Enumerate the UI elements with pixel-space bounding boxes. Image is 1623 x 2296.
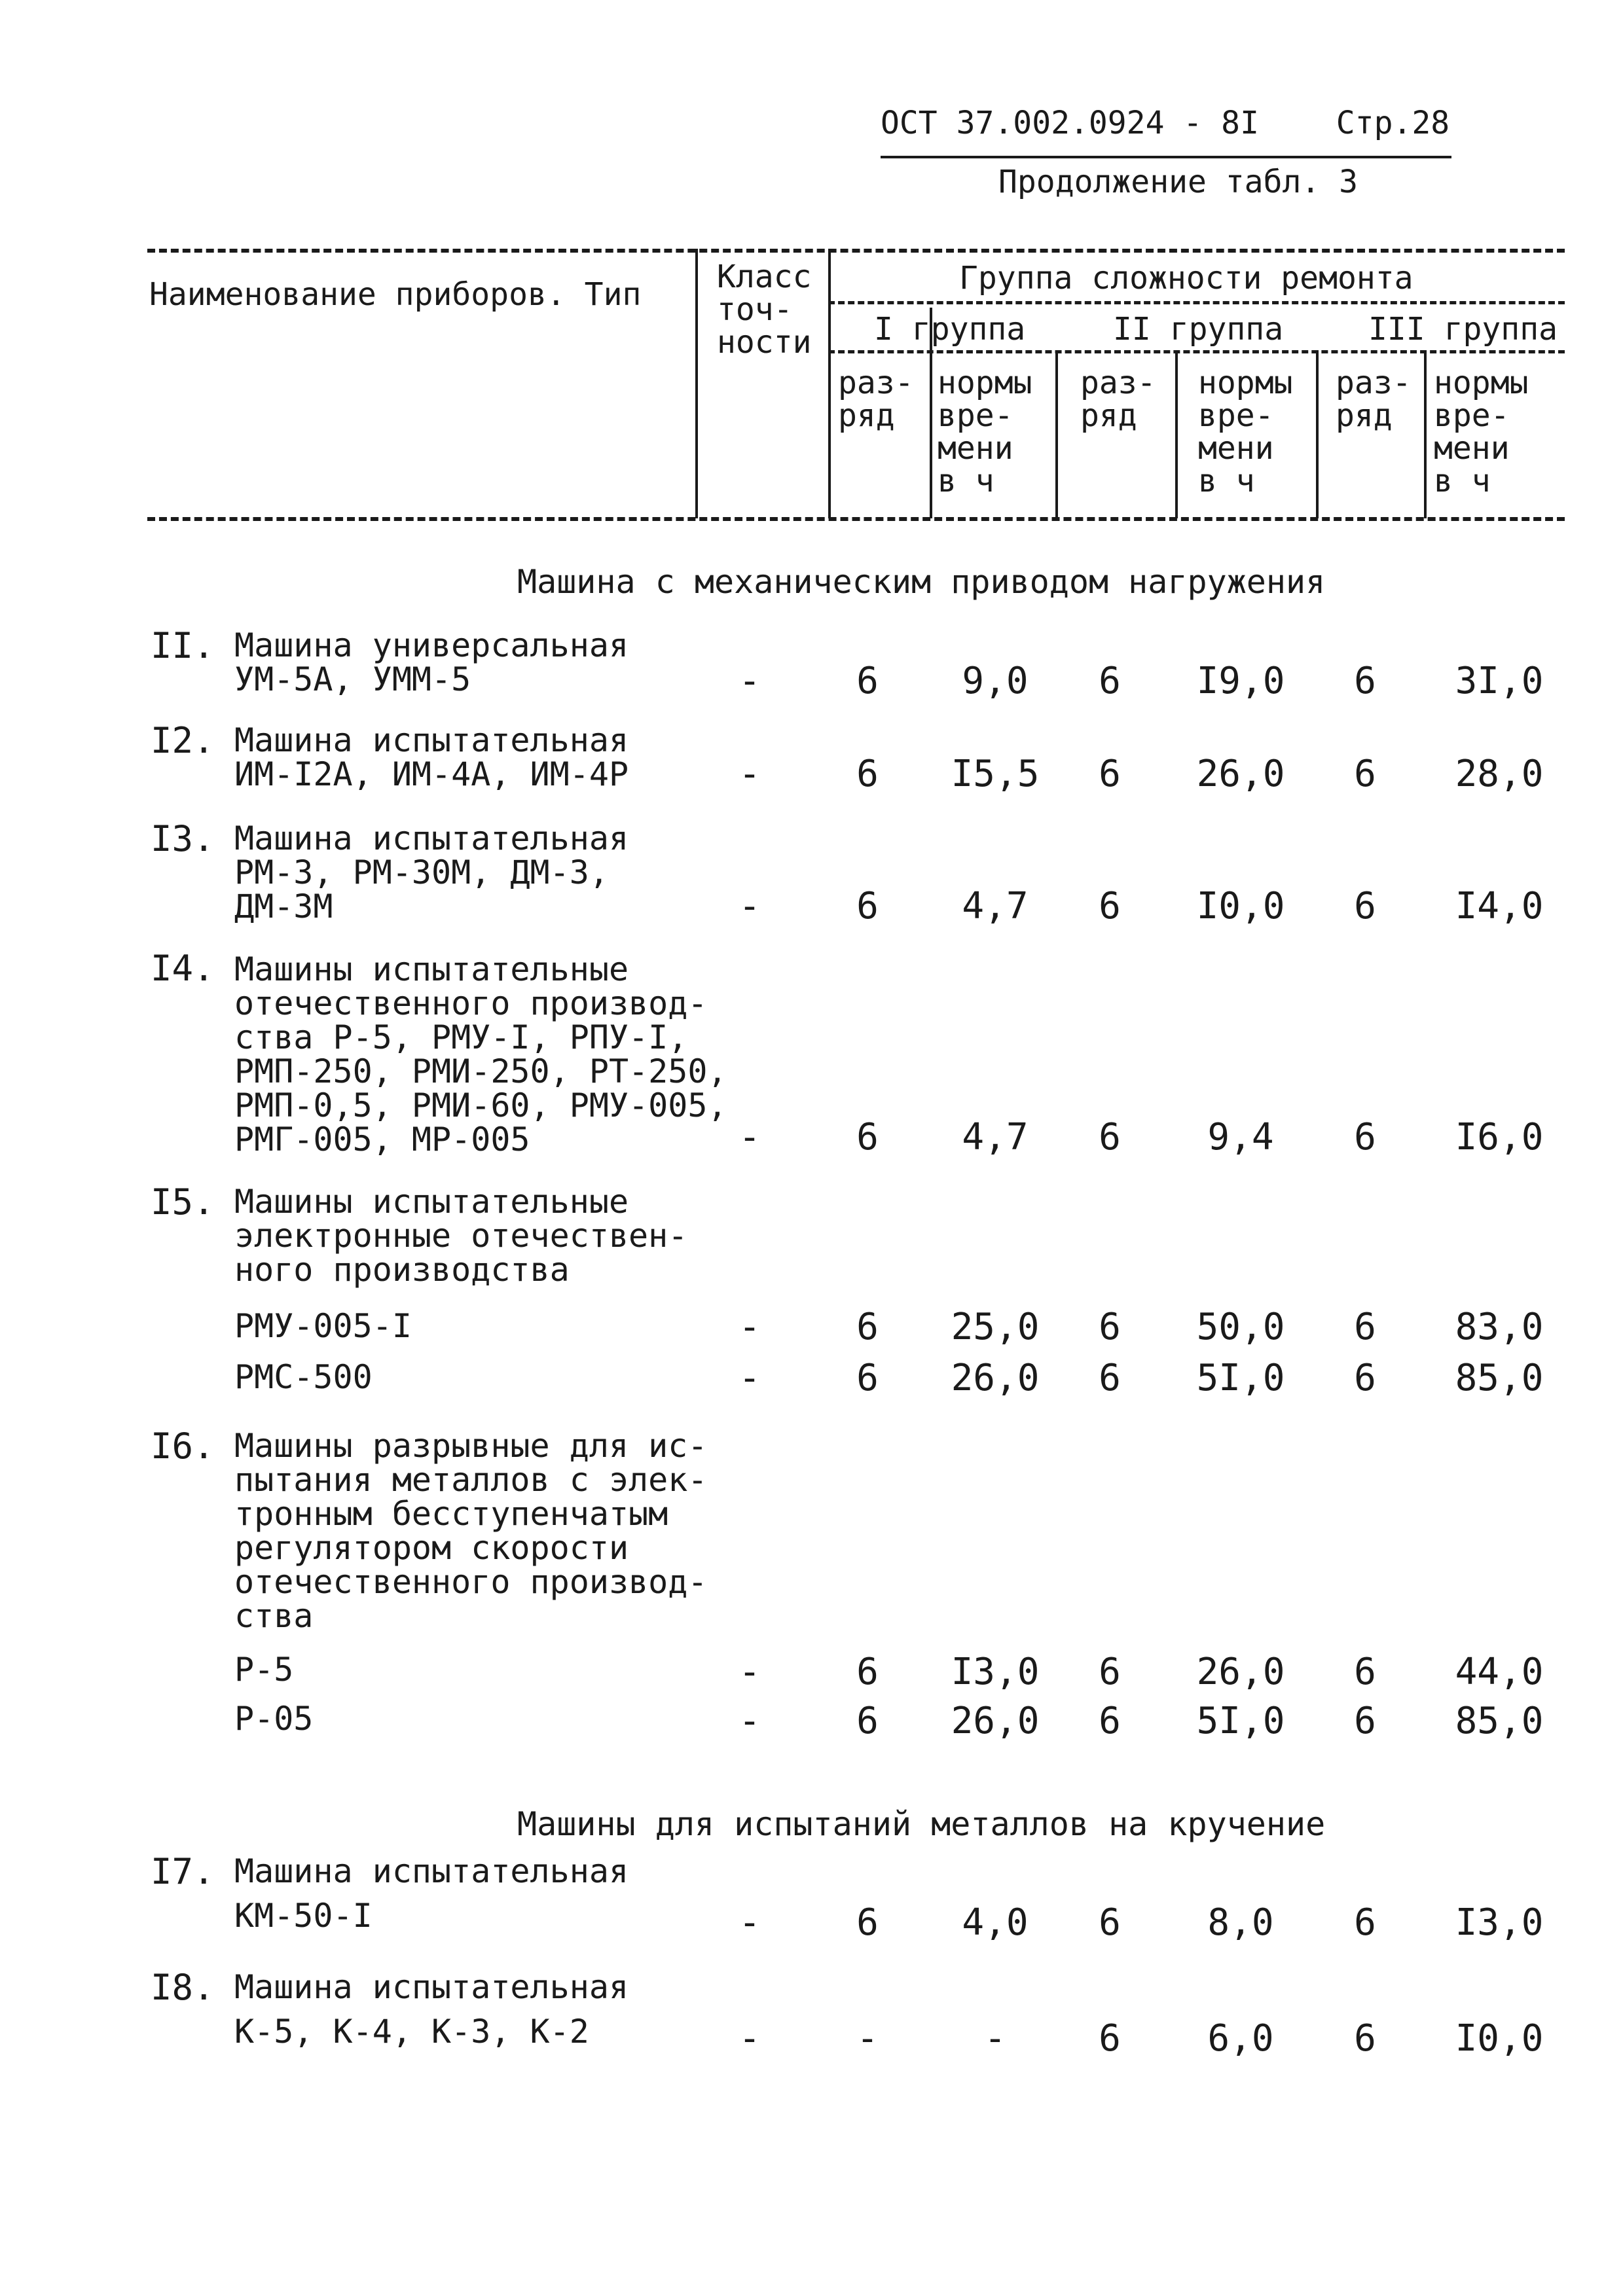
name-line: Машина испытательная xyxy=(234,819,629,857)
row-number: I8. xyxy=(151,1967,215,2008)
rank-cell: 6 xyxy=(1354,1357,1376,1399)
rank-cell: 6 xyxy=(1354,885,1376,927)
name-line: ства xyxy=(234,1597,314,1635)
row-name xyxy=(234,952,727,1157)
rank-line: раз- xyxy=(1336,365,1412,401)
rank-cell: 6 xyxy=(1099,1116,1121,1158)
row-name xyxy=(234,1185,687,1287)
row-name xyxy=(234,821,629,924)
norm-cell: 5I,0 xyxy=(1196,1700,1285,1742)
document-code xyxy=(881,105,1450,141)
norms-line: мени xyxy=(1434,430,1510,467)
col-divider xyxy=(695,249,698,518)
norms-header-2 xyxy=(1198,367,1293,497)
norm-cell: 44,0 xyxy=(1455,1651,1544,1693)
rank-cell: 6 xyxy=(856,885,879,927)
group-1-header: I группа xyxy=(874,311,1026,348)
norm-cell: I6,0 xyxy=(1455,1116,1544,1158)
rank-cell: 6 xyxy=(1354,660,1376,702)
rank-cell: 6 xyxy=(1354,1901,1376,1944)
norms-header-3 xyxy=(1434,367,1529,497)
name-line: РМУ-005-I xyxy=(234,1307,412,1345)
section-title: Машина с механическим приводом нагружения xyxy=(517,563,1326,601)
rank-header-2 xyxy=(1080,367,1156,432)
norm-cell: I3,0 xyxy=(1455,1901,1544,1944)
class-header-line: Класс xyxy=(717,259,812,295)
col-divider xyxy=(930,308,932,518)
class-cell: - xyxy=(739,2017,761,2060)
class-cell: - xyxy=(739,1357,761,1399)
class-cell: - xyxy=(739,1651,761,1693)
norm-cell: 83,0 xyxy=(1455,1306,1544,1348)
norms-line: мени xyxy=(1198,430,1274,467)
name-line: Машина испытательная xyxy=(234,721,629,759)
row-name xyxy=(234,1653,293,1687)
norm-cell: 4,7 xyxy=(962,885,1029,927)
norm-cell: 8,0 xyxy=(1207,1901,1274,1944)
norms-line: вре- xyxy=(1434,397,1510,434)
header-bottom-rule xyxy=(147,517,1565,521)
column-name-header: Наименование приборов. Тип xyxy=(149,276,642,313)
rank-line: ряд xyxy=(1336,397,1393,434)
norms-line: нормы xyxy=(1198,365,1293,401)
norm-cell: 26,0 xyxy=(1196,753,1285,795)
norm-cell: 28,0 xyxy=(1455,753,1544,795)
class-cell: - xyxy=(739,1700,761,1742)
name-line: РМГ-005, МР-005 xyxy=(234,1121,530,1158)
name-line: пытания металлов с элек- xyxy=(234,1461,708,1499)
norm-cell: 9,0 xyxy=(962,660,1029,702)
rank-cell: 6 xyxy=(856,1901,879,1944)
rank-line: ряд xyxy=(838,397,895,434)
norms-line: мени xyxy=(938,430,1013,467)
col-divider xyxy=(1424,350,1427,518)
norm-cell: 4,7 xyxy=(962,1116,1029,1158)
name-line: отечественного производ- xyxy=(234,1563,708,1601)
name-line: ИМ-I2А, ИМ-4А, ИМ-4Р xyxy=(234,755,629,793)
group-title: Группа сложности ремонта xyxy=(959,260,1413,296)
class-cell: - xyxy=(739,1116,761,1158)
group-title-rule xyxy=(828,301,1565,304)
name-line: Р-5 xyxy=(234,1651,294,1689)
class-header-line: точ- xyxy=(717,291,793,328)
rank-cell: 6 xyxy=(856,1116,879,1158)
norm-cell: 9,4 xyxy=(1207,1116,1274,1158)
norms-line: нормы xyxy=(1434,365,1529,401)
rank-cell: 6 xyxy=(1099,1651,1121,1693)
row-name xyxy=(234,1429,707,1633)
row-name xyxy=(234,1970,629,2049)
norm-cell: 26,0 xyxy=(951,1700,1040,1742)
norm-cell: 5I,0 xyxy=(1196,1357,1285,1399)
rank-cell: - xyxy=(856,2017,879,2060)
name-line: РМП-0,5, РМИ-60, РМУ-005, xyxy=(234,1086,727,1124)
class-cell: - xyxy=(739,1901,761,1944)
class-cell: - xyxy=(739,885,761,927)
rank-cell: 6 xyxy=(1099,2017,1121,2060)
norm-cell: I9,0 xyxy=(1196,660,1285,702)
row-number: I3. xyxy=(151,818,215,859)
name-line: К-5, К-4, К-3, К-2 xyxy=(234,2013,589,2051)
name-line: ного производства xyxy=(234,1251,570,1289)
name-line: регулятором скорости xyxy=(234,1529,629,1567)
section-title: Машины для испытаний металлов на кручение xyxy=(517,1805,1326,1843)
group-3-header: III группа xyxy=(1368,311,1558,348)
row-number: I6. xyxy=(151,1426,215,1467)
name-line: тронным бесступенчатым xyxy=(234,1495,668,1533)
norm-cell: I5,5 xyxy=(951,753,1040,795)
norms-line: вре- xyxy=(1198,397,1274,434)
row-number: I2. xyxy=(151,720,215,761)
name-line: электронные отечествен- xyxy=(234,1217,688,1255)
norm-cell: 25,0 xyxy=(951,1306,1040,1348)
rank-cell: 6 xyxy=(1099,1700,1121,1742)
norm-cell: I4,0 xyxy=(1455,885,1544,927)
rank-line: ряд xyxy=(1080,397,1137,434)
header-underline xyxy=(881,156,1451,158)
norms-header-1 xyxy=(938,367,1032,497)
norms-line: в ч xyxy=(1198,463,1255,499)
class-cell: - xyxy=(739,660,761,702)
norm-cell: I0,0 xyxy=(1455,2017,1544,2060)
name-line: РМП-250, РМИ-250, РТ-250, xyxy=(234,1052,727,1090)
name-line: КМ-50-I xyxy=(234,1897,373,1935)
norm-cell: 50,0 xyxy=(1196,1306,1285,1348)
name-line: отечественного производ- xyxy=(234,984,708,1022)
rank-cell: 6 xyxy=(856,660,879,702)
standard-code: ОСТ 37.002.0924 - 8I xyxy=(881,105,1259,141)
row-number: II. xyxy=(151,625,215,666)
rank-cell: 6 xyxy=(856,1306,879,1348)
norm-cell: I3,0 xyxy=(951,1651,1040,1693)
rank-cell: 6 xyxy=(1354,1651,1376,1693)
row-name xyxy=(234,1854,629,1933)
rank-cell: 6 xyxy=(856,1651,879,1693)
group-2-header: II группа xyxy=(1113,311,1284,348)
rank-cell: 6 xyxy=(1099,753,1121,795)
rank-line: раз- xyxy=(838,365,914,401)
rank-header-3 xyxy=(1336,367,1412,432)
name-line: ства Р-5, РМУ-I, РПУ-I, xyxy=(234,1018,688,1056)
class-cell: - xyxy=(739,1306,761,1348)
norm-cell: 85,0 xyxy=(1455,1357,1544,1399)
col-divider xyxy=(1175,350,1178,518)
norm-cell: - xyxy=(984,2017,1006,2060)
rank-cell: 6 xyxy=(856,753,879,795)
column-class-header xyxy=(717,260,812,359)
table-continuation: Продолжение табл. 3 xyxy=(998,164,1359,200)
class-cell: - xyxy=(739,753,761,795)
rank-cell: 6 xyxy=(1354,753,1376,795)
rank-cell: 6 xyxy=(1354,1116,1376,1158)
row-name xyxy=(234,1702,313,1736)
rank-cell: 6 xyxy=(1099,660,1121,702)
rank-cell: 6 xyxy=(856,1700,879,1742)
norm-cell: 26,0 xyxy=(1196,1651,1285,1693)
name-line: Р-05 xyxy=(234,1700,314,1738)
norm-cell: 4,0 xyxy=(962,1901,1029,1944)
rank-cell: 6 xyxy=(1354,1700,1376,1742)
name-line: ДМ-3М xyxy=(234,888,333,925)
name-line: Машины испытательные xyxy=(234,950,629,988)
row-name xyxy=(234,628,629,696)
col-divider xyxy=(1316,350,1319,518)
rank-header-1 xyxy=(838,367,914,432)
name-line: Машина универсальная xyxy=(234,626,629,664)
name-line: УМ-5А, УММ-5 xyxy=(234,660,471,698)
row-name xyxy=(234,723,629,791)
norms-line: в ч xyxy=(938,463,994,499)
row-number: I5. xyxy=(151,1181,215,1223)
name-line: Машина испытательная xyxy=(234,1852,629,1890)
name-line: Машина испытательная xyxy=(234,1968,629,2006)
rank-cell: 6 xyxy=(1354,1306,1376,1348)
rank-cell: 6 xyxy=(1099,885,1121,927)
rank-cell: 6 xyxy=(1099,1306,1121,1348)
norm-cell: 6,0 xyxy=(1207,2017,1274,2060)
norm-cell: 26,0 xyxy=(951,1357,1040,1399)
row-name xyxy=(234,1309,412,1343)
norm-cell: I0,0 xyxy=(1196,885,1285,927)
norm-cell: 85,0 xyxy=(1455,1700,1544,1742)
page-number: Стр.28 xyxy=(1336,105,1450,141)
header-top-rule xyxy=(147,249,1565,253)
class-header-line: ности xyxy=(717,324,812,361)
row-name xyxy=(234,1360,373,1394)
row-number: I7. xyxy=(151,1851,215,1892)
row-number: I4. xyxy=(151,948,215,989)
rank-cell: 6 xyxy=(1099,1357,1121,1399)
name-line: РМ-3, РМ-30М, ДМ-3, xyxy=(234,853,609,891)
norm-cell: 3I,0 xyxy=(1455,660,1544,702)
group-sub-rule xyxy=(828,350,1565,353)
norms-line: в ч xyxy=(1434,463,1491,499)
col-divider xyxy=(1055,350,1058,518)
col-divider xyxy=(828,249,831,518)
norms-line: нормы xyxy=(938,365,1032,401)
rank-cell: 6 xyxy=(856,1357,879,1399)
norms-line: вре- xyxy=(938,397,1013,434)
name-line: Машины разрывные для ис- xyxy=(234,1427,708,1465)
name-line: РМС-500 xyxy=(234,1358,373,1396)
name-line: Машины испытательные xyxy=(234,1183,629,1221)
rank-cell: 6 xyxy=(1354,2017,1376,2060)
rank-line: раз- xyxy=(1080,365,1156,401)
rank-cell: 6 xyxy=(1099,1901,1121,1944)
